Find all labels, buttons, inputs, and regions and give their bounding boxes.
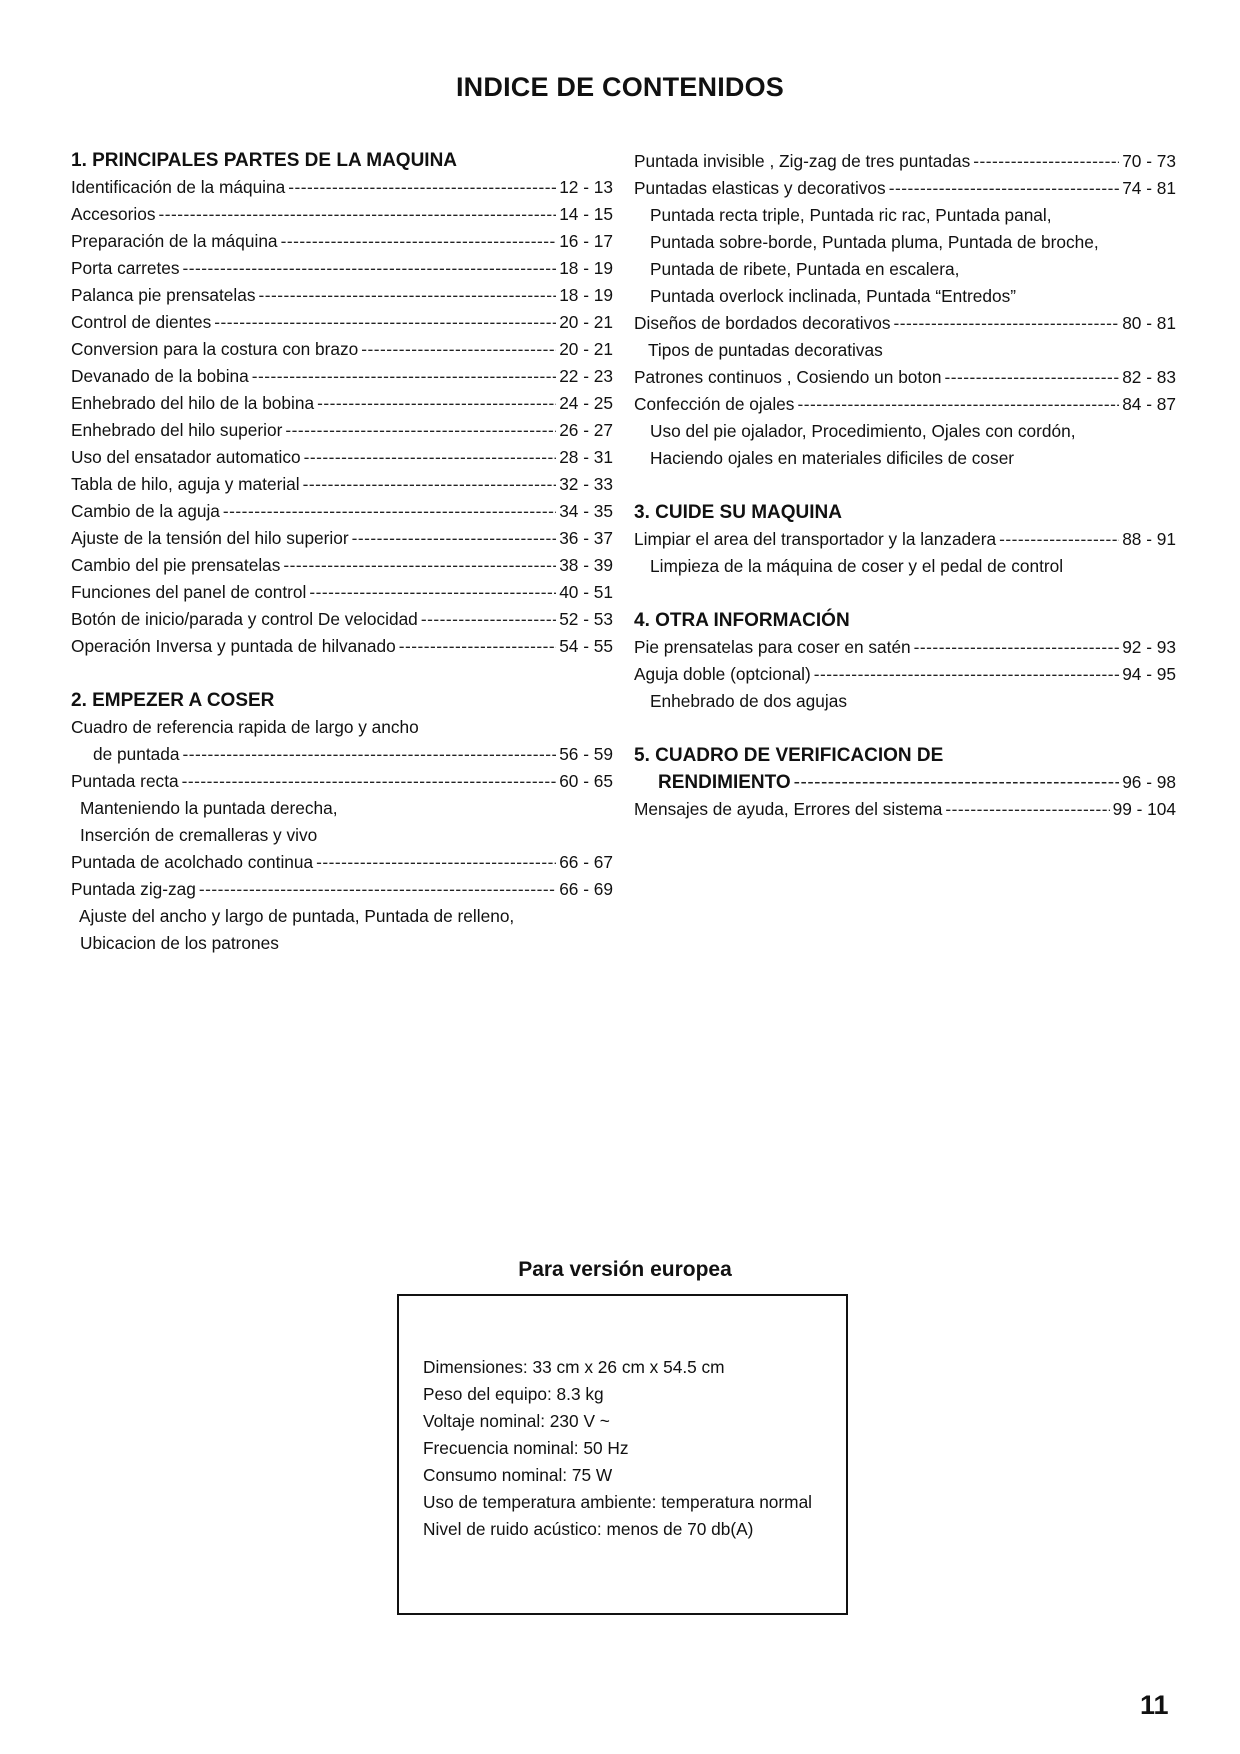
toc-entry: [634, 661, 1176, 688]
spec-line: Uso de temperatura ambiente: temperatura normal: [423, 1492, 813, 1512]
toc-entry: [71, 336, 613, 363]
dot-leader: [894, 310, 1120, 337]
toc-entry-pages: 12 - 13: [559, 177, 613, 197]
toc-entry-label: Pie prensatelas para coser en satén: [634, 637, 911, 657]
section-1-entries: [71, 174, 613, 660]
toc-left-column: [71, 148, 613, 957]
toc-subentry: Manteniendo la puntada derecha,: [80, 798, 338, 818]
dot-leader: [421, 606, 556, 633]
toc-entry-pages: 34 - 35: [559, 501, 613, 521]
spec-box: [397, 1294, 848, 1615]
toc-entry: [71, 498, 613, 525]
toc-subentry: Puntada de ribete, Puntada en escalera,: [650, 259, 960, 279]
toc-entry-pages: 82 - 83: [1122, 367, 1176, 387]
toc-entry-pages: 38 - 39: [559, 555, 613, 575]
toc-entry-label: Diseños de bordados decorativos: [634, 313, 891, 333]
toc-entry-label: Identificación de la máquina: [71, 177, 286, 197]
toc-entry-pages: 60 - 65: [559, 771, 613, 791]
dot-leader: [283, 552, 556, 579]
toc-entry-label: Enhebrado del hilo superior: [71, 420, 283, 440]
section-5-heading: 5. CUADRO DE VERIFICACION DE: [634, 745, 944, 766]
spec-line: Peso del equipo: 8.3 kg: [423, 1384, 604, 1404]
dot-leader: [281, 228, 557, 255]
dot-leader: [399, 633, 556, 660]
dot-leader: [797, 391, 1119, 418]
dot-leader: [159, 201, 557, 228]
dot-leader: [304, 444, 557, 471]
spec-line: Frecuencia nominal: 50 Hz: [423, 1438, 629, 1458]
dot-leader: [285, 417, 556, 444]
toc-entry-pages: 32 - 33: [559, 474, 613, 494]
toc-entry: [71, 444, 613, 471]
toc-entry-label: de puntada: [93, 744, 180, 764]
toc-entry-label: Tabla de hilo, aguja y material: [71, 474, 300, 494]
toc-subentry: Enhebrado de dos agujas: [650, 691, 847, 711]
toc-entry-label: Aguja doble (optcional): [634, 664, 811, 684]
toc-entry-label: Control de dientes: [71, 312, 212, 332]
section-1-heading: 1. PRINCIPALES PARTES DE LA MAQUINA: [71, 150, 458, 171]
toc-entry-label: Uso del ensatador automatico: [71, 447, 301, 467]
toc-entry-label: Accesorios: [71, 204, 156, 224]
toc-entry-label: Puntada recta: [71, 771, 179, 791]
toc-entry-label: Preparación de la máquina: [71, 231, 278, 251]
toc-entry: [71, 471, 613, 498]
toc-entry-label: Operación Inversa y puntada de hilvanado: [71, 636, 396, 656]
toc-entry-pages: 28 - 31: [559, 447, 613, 467]
dot-leader: [183, 741, 557, 768]
toc-entry-pages: 80 - 81: [1122, 313, 1176, 333]
dot-leader: [914, 634, 1120, 661]
toc-entry: [634, 796, 1176, 823]
toc-entry: [634, 769, 1176, 796]
page-title: INDICE DE CONTENIDOS: [455, 72, 785, 102]
toc-entry-label: Patrones continuos , Cosiendo un boton: [634, 367, 942, 387]
toc-subentry: Tipos de puntadas decorativas: [648, 340, 883, 360]
toc-entry-label: Cambio del pie prensatelas: [71, 555, 281, 575]
dot-leader: [945, 796, 1109, 823]
toc-subentry: Puntada sobre-borde, Puntada pluma, Puntada de broche,: [650, 232, 1099, 252]
toc-entry-pages: 16 - 17: [559, 231, 613, 251]
toc-subentry: Haciendo ojales en materiales dificiles de coser: [650, 448, 1015, 468]
dot-leader: [252, 363, 556, 390]
section-3-heading: 3. CUIDE SU MAQUINA: [634, 502, 842, 523]
dot-leader: [182, 768, 557, 795]
toc-entry-label: Puntada de acolchado continua: [71, 852, 314, 872]
toc-entry: [71, 255, 613, 282]
toc-entry-label: Ajuste de la tensión del hilo superior: [71, 528, 349, 548]
dot-leader: [794, 769, 1120, 796]
toc-entry-label: Enhebrado del hilo de la bobina: [71, 393, 315, 413]
page-number: 11: [1140, 1690, 1169, 1720]
toc-entry-label: Puntada invisible , Zig-zag de tres puntadas: [634, 151, 971, 171]
toc-entry-pages: 14 - 15: [559, 204, 613, 224]
toc-subentry: Ubicacion de los patrones: [80, 933, 279, 953]
toc-entry: [71, 309, 613, 336]
toc-entry: [71, 633, 613, 660]
toc-entry-pages: 36 - 37: [559, 528, 613, 548]
toc-entry-label: Porta carretes: [71, 258, 180, 278]
toc-right-column: [634, 148, 1176, 823]
toc-entry: [71, 552, 613, 579]
european-version-title: Para versión europea: [518, 1258, 732, 1281]
toc-entry: [71, 417, 613, 444]
dot-leader: [214, 309, 556, 336]
toc-entry: [71, 390, 613, 417]
dot-leader: [199, 876, 556, 903]
toc-entry: [71, 363, 613, 390]
toc-entry-label: Cambio de la aguja: [71, 501, 220, 521]
toc-entry: [71, 525, 613, 552]
toc-entry-pages: 92 - 93: [1122, 637, 1176, 657]
toc-entry-pages: 20 - 21: [559, 312, 613, 332]
toc-entry-label: Limpiar el area del transportador y la lanzadera: [634, 529, 997, 549]
toc-entry-pages: 20 - 21: [559, 339, 613, 359]
toc-subentry: Inserción de cremalleras y vivo: [80, 825, 318, 845]
toc-entry-pages: 18 - 19: [559, 285, 613, 305]
dot-leader: [303, 471, 557, 498]
toc-entry-pages: 52 - 53: [559, 609, 613, 629]
toc-entry: [71, 741, 613, 768]
toc-entry-label: Devanado de la bobina: [71, 366, 249, 386]
toc-entry: [71, 768, 613, 795]
dot-leader: [973, 148, 1119, 175]
spec-line: Nivel de ruido acústico: menos de 70 db(A): [423, 1519, 754, 1539]
toc-entry-pages: 66 - 69: [559, 879, 613, 899]
toc-entry-pages: 99 - 104: [1112, 799, 1176, 819]
toc-entry-label: Funciones del panel de control: [71, 582, 307, 602]
toc-entry-label: RENDIMIENTO: [658, 772, 791, 793]
toc-entry-pages: 70 - 73: [1122, 151, 1176, 171]
toc-subentry: Ajuste del ancho y largo de puntada, Puntada de relleno,: [79, 906, 515, 926]
toc-entry-pages: 96 - 98: [1122, 772, 1176, 792]
toc-entry: [634, 391, 1176, 418]
spec-list: [423, 1354, 812, 1543]
dot-leader: [288, 174, 556, 201]
dot-leader: [814, 661, 1119, 688]
spec-line: Voltaje nominal: 230 V ~: [423, 1411, 610, 1431]
toc-entry: [71, 282, 613, 309]
toc-entry: [71, 174, 613, 201]
toc-entry-pages: 18 - 19: [559, 258, 613, 278]
dot-leader: [361, 336, 556, 363]
toc-entry-pages: 54 - 55: [559, 636, 613, 656]
toc-entry-label: Palanca pie prensatelas: [71, 285, 256, 305]
toc-entry: [634, 364, 1176, 391]
toc-entry-pages: 94 - 95: [1122, 664, 1176, 684]
toc-entry: [71, 579, 613, 606]
toc-entry-pages: 84 - 87: [1122, 394, 1176, 414]
toc-entry-label: Mensajes de ayuda, Errores del sistema: [634, 799, 943, 819]
dot-leader: [316, 849, 556, 876]
dot-leader: [352, 525, 557, 552]
toc-subentry: Puntada recta triple, Puntada ric rac, Puntada panal,: [650, 205, 1052, 225]
toc-entry-text: Cuadro de referencia rapida de largo y ancho: [71, 717, 419, 737]
spec-line: Dimensiones: 33 cm x 26 cm x 54.5 cm: [423, 1357, 725, 1377]
spec-line: Consumo nominal: 75 W: [423, 1465, 613, 1485]
toc-entry: [634, 634, 1176, 661]
toc-entry-pages: 56 - 59: [559, 744, 613, 764]
toc-entry: [634, 148, 1176, 175]
toc-subentry: Limpieza de la máquina de coser y el pedal de control: [650, 556, 1064, 576]
toc-entry-pages: 26 - 27: [559, 420, 613, 440]
dot-leader: [889, 175, 1120, 202]
dot-leader: [258, 282, 556, 309]
toc-subentry: Uso del pie ojalador, Procedimiento, Ojales con cordón,: [650, 421, 1076, 441]
toc-entry-label: Puntada zig-zag: [71, 879, 196, 899]
toc-entry: [634, 175, 1176, 202]
toc-entry: [71, 849, 613, 876]
toc-entry-pages: 22 - 23: [559, 366, 613, 386]
toc-entry-pages: 40 - 51: [559, 582, 613, 602]
toc-entry-pages: 66 - 67: [559, 852, 613, 872]
dot-leader: [223, 498, 556, 525]
toc-entry-label: Puntadas elasticas y decorativos: [634, 178, 886, 198]
section-4-heading: 4. OTRA INFORMACIÓN: [634, 610, 850, 631]
dot-leader: [183, 255, 557, 282]
toc-entry-pages: 74 - 81: [1122, 178, 1176, 198]
dot-leader: [999, 526, 1119, 553]
toc-entry-label: Conversion para la costura con brazo: [71, 339, 359, 359]
section-2-heading: 2. EMPEZER A COSER: [71, 690, 275, 711]
toc-subentry: Puntada overlock inclinada, Puntada “Entredos”: [650, 286, 1017, 306]
toc-entry: [71, 606, 613, 633]
dot-leader: [944, 364, 1119, 391]
toc-entry: [71, 876, 613, 903]
dot-leader: [317, 390, 556, 417]
toc-entry-pages: 88 - 91: [1122, 529, 1176, 549]
dot-leader: [309, 579, 556, 606]
toc-entry: [71, 228, 613, 255]
toc-entry: [71, 201, 613, 228]
toc-entry-label: Botón de inicio/parada y control De velocidad: [71, 609, 418, 629]
toc-entry-label: Confección de ojales: [634, 394, 795, 414]
toc-entry: [634, 310, 1176, 337]
toc-entry: [634, 526, 1176, 553]
toc-entry-pages: 24 - 25: [559, 393, 613, 413]
